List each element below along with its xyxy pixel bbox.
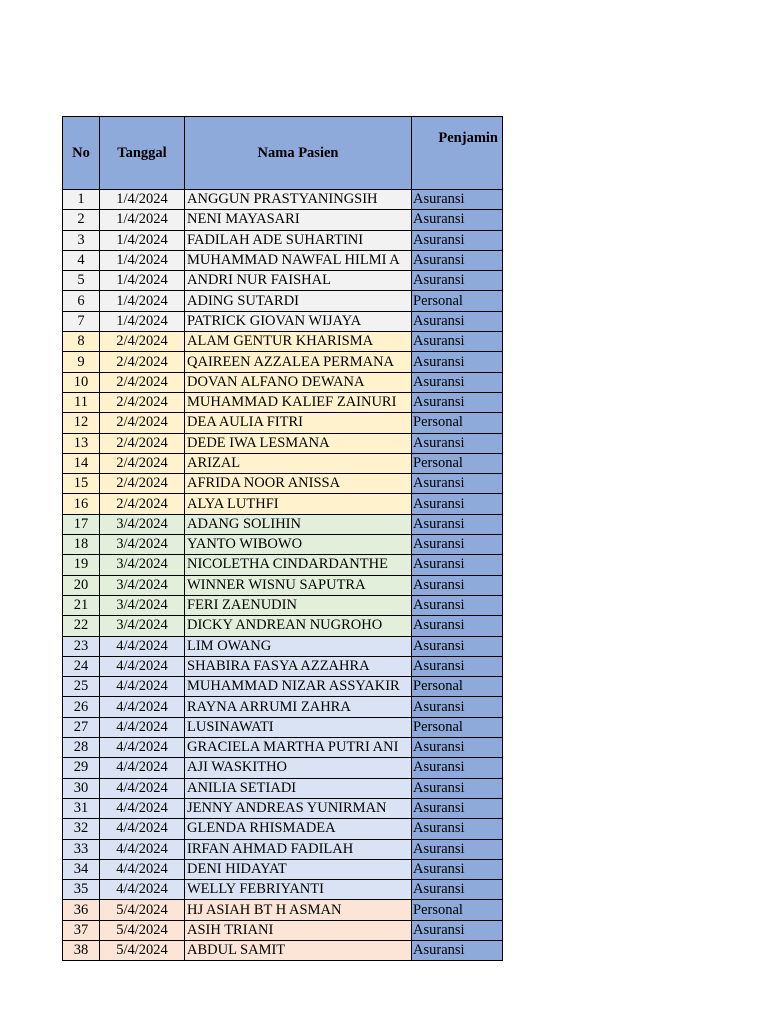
cell-nama-pasien[interactable]: YANTO WIBOWO bbox=[185, 535, 412, 555]
cell-nama-pasien[interactable]: ANILIA SETIADI bbox=[185, 778, 412, 798]
cell-penjamin[interactable]: Asuransi bbox=[412, 940, 503, 960]
cell-nama-pasien[interactable]: RAYNA ARRUMI ZAHRA bbox=[185, 697, 412, 717]
cell-nama-pasien[interactable]: MUHAMMAD KALIEF ZAINURI bbox=[185, 392, 412, 412]
cell-penjamin[interactable]: Asuransi bbox=[412, 697, 503, 717]
table-row bbox=[63, 778, 503, 798]
cell-nama-pasien[interactable]: AJI WASKITHO bbox=[185, 758, 412, 778]
table-row bbox=[63, 413, 503, 433]
cell-no[interactable]: 37 bbox=[63, 920, 100, 940]
cell-no[interactable]: 32 bbox=[63, 819, 100, 839]
cell-nama-pasien[interactable]: ABDUL SAMIT bbox=[185, 940, 412, 960]
patient-table bbox=[62, 116, 503, 961]
cell-no[interactable]: 36 bbox=[63, 900, 100, 920]
cell-no[interactable]: 23 bbox=[63, 636, 100, 656]
table-row bbox=[63, 535, 503, 555]
cell-no[interactable]: 15 bbox=[63, 474, 100, 494]
cell-penjamin[interactable]: Asuransi bbox=[412, 880, 503, 900]
cell-penjamin[interactable]: Personal bbox=[412, 291, 503, 311]
table-body bbox=[63, 190, 503, 961]
cell-no[interactable]: 12 bbox=[63, 413, 100, 433]
cell-nama-pasien[interactable]: FERI ZAENUDIN bbox=[185, 595, 412, 615]
table-row bbox=[63, 717, 503, 737]
cell-no[interactable]: 1 bbox=[63, 190, 100, 210]
cell-no[interactable]: 35 bbox=[63, 880, 100, 900]
cell-tanggal[interactable]: 3/4/2024 bbox=[100, 514, 185, 534]
cell-penjamin[interactable]: Asuransi bbox=[412, 311, 503, 331]
table-row bbox=[63, 332, 503, 352]
cell-tanggal[interactable]: 5/4/2024 bbox=[100, 920, 185, 940]
cell-no[interactable]: 31 bbox=[63, 798, 100, 818]
cell-penjamin[interactable]: Asuransi bbox=[412, 636, 503, 656]
cell-tanggal[interactable]: 1/4/2024 bbox=[100, 230, 185, 250]
cell-nama-pasien[interactable]: ADANG SOLIHIN bbox=[185, 514, 412, 534]
cell-no[interactable]: 18 bbox=[63, 535, 100, 555]
cell-penjamin[interactable]: Asuransi bbox=[412, 555, 503, 575]
cell-no[interactable]: 30 bbox=[63, 778, 100, 798]
cell-nama-pasien[interactable]: ANGGUN PRASTYANINGSIH bbox=[185, 190, 412, 210]
cell-no[interactable]: 16 bbox=[63, 494, 100, 514]
table-row bbox=[63, 677, 503, 697]
cell-penjamin[interactable]: Asuransi bbox=[412, 778, 503, 798]
cell-penjamin[interactable]: Asuransi bbox=[412, 575, 503, 595]
table-row bbox=[63, 940, 503, 960]
cell-tanggal[interactable]: 1/4/2024 bbox=[100, 311, 185, 331]
cell-penjamin[interactable]: Asuransi bbox=[412, 758, 503, 778]
cell-penjamin[interactable]: Asuransi bbox=[412, 920, 503, 940]
cell-nama-pasien[interactable]: LIM OWANG bbox=[185, 636, 412, 656]
cell-no[interactable]: 5 bbox=[63, 271, 100, 291]
table-row bbox=[63, 311, 503, 331]
cell-no[interactable]: 27 bbox=[63, 717, 100, 737]
cell-nama-pasien[interactable]: DEA AULIA FITRI bbox=[185, 413, 412, 433]
cell-no[interactable]: 28 bbox=[63, 738, 100, 758]
cell-nama-pasien[interactable]: WINNER WISNU SAPUTRA bbox=[185, 575, 412, 595]
cell-penjamin[interactable]: Personal bbox=[412, 900, 503, 920]
cell-nama-pasien[interactable]: AFRIDA NOOR ANISSA bbox=[185, 474, 412, 494]
cell-no[interactable]: 25 bbox=[63, 677, 100, 697]
cell-tanggal[interactable]: 2/4/2024 bbox=[100, 453, 185, 473]
table-row bbox=[63, 271, 503, 291]
cell-penjamin[interactable]: Asuransi bbox=[412, 859, 503, 879]
cell-no[interactable]: 21 bbox=[63, 595, 100, 615]
cell-nama-pasien[interactable]: SHABIRA FASYA AZZAHRA bbox=[185, 656, 412, 676]
cell-no[interactable]: 17 bbox=[63, 514, 100, 534]
cell-nama-pasien[interactable]: DOVAN ALFANO DEWANA bbox=[185, 372, 412, 392]
table-row bbox=[63, 920, 503, 940]
cell-penjamin[interactable]: Asuransi bbox=[412, 474, 503, 494]
cell-tanggal[interactable]: 4/4/2024 bbox=[100, 778, 185, 798]
cell-penjamin[interactable]: Asuransi bbox=[412, 332, 503, 352]
cell-no[interactable]: 38 bbox=[63, 940, 100, 960]
cell-penjamin[interactable]: Asuransi bbox=[412, 656, 503, 676]
cell-tanggal[interactable]: 3/4/2024 bbox=[100, 535, 185, 555]
table-row bbox=[63, 291, 503, 311]
cell-penjamin[interactable]: Asuransi bbox=[412, 616, 503, 636]
cell-nama-pasien[interactable]: ARIZAL bbox=[185, 453, 412, 473]
cell-penjamin[interactable]: Asuransi bbox=[412, 372, 503, 392]
cell-tanggal[interactable]: 2/4/2024 bbox=[100, 332, 185, 352]
cell-tanggal[interactable]: 4/4/2024 bbox=[100, 758, 185, 778]
header-penjamin[interactable]: Penjamin bbox=[412, 117, 503, 190]
table-row bbox=[63, 656, 503, 676]
table-row bbox=[63, 352, 503, 372]
cell-tanggal[interactable]: 3/4/2024 bbox=[100, 575, 185, 595]
cell-nama-pasien[interactable]: IRFAN AHMAD FADILAH bbox=[185, 839, 412, 859]
cell-penjamin[interactable]: Asuransi bbox=[412, 514, 503, 534]
cell-tanggal[interactable]: 5/4/2024 bbox=[100, 940, 185, 960]
cell-penjamin[interactable]: Personal bbox=[412, 717, 503, 737]
cell-no[interactable]: 7 bbox=[63, 311, 100, 331]
cell-penjamin[interactable]: Asuransi bbox=[412, 839, 503, 859]
cell-penjamin[interactable]: Asuransi bbox=[412, 595, 503, 615]
cell-nama-pasien[interactable]: LUSINAWATI bbox=[185, 717, 412, 737]
cell-no[interactable]: 13 bbox=[63, 433, 100, 453]
cell-tanggal[interactable]: 2/4/2024 bbox=[100, 372, 185, 392]
cell-no[interactable]: 6 bbox=[63, 291, 100, 311]
cell-tanggal[interactable]: 1/4/2024 bbox=[100, 210, 185, 230]
table-row bbox=[63, 758, 503, 778]
cell-no[interactable]: 2 bbox=[63, 210, 100, 230]
cell-nama-pasien[interactable]: NENI MAYASARI bbox=[185, 210, 412, 230]
table-row bbox=[63, 595, 503, 615]
cell-penjamin[interactable]: Asuransi bbox=[412, 535, 503, 555]
cell-nama-pasien[interactable]: ANDRI NUR FAISHAL bbox=[185, 271, 412, 291]
cell-penjamin[interactable]: Asuransi bbox=[412, 352, 503, 372]
cell-nama-pasien[interactable]: ADING SUTARDI bbox=[185, 291, 412, 311]
cell-no[interactable]: 26 bbox=[63, 697, 100, 717]
cell-nama-pasien[interactable]: WELLY FEBRIYANTI bbox=[185, 880, 412, 900]
table-row bbox=[63, 474, 503, 494]
cell-tanggal[interactable]: 2/4/2024 bbox=[100, 413, 185, 433]
cell-tanggal[interactable]: 5/4/2024 bbox=[100, 900, 185, 920]
cell-nama-pasien[interactable]: NICOLETHA CINDARDANTHE bbox=[185, 555, 412, 575]
table-row bbox=[63, 453, 503, 473]
table-row bbox=[63, 230, 503, 250]
cell-nama-pasien[interactable]: DEDE IWA LESMANA bbox=[185, 433, 412, 453]
cell-penjamin[interactable]: Personal bbox=[412, 453, 503, 473]
cell-tanggal[interactable]: 3/4/2024 bbox=[100, 555, 185, 575]
cell-no[interactable]: 8 bbox=[63, 332, 100, 352]
cell-penjamin[interactable]: Asuransi bbox=[412, 819, 503, 839]
table-row bbox=[63, 839, 503, 859]
table-row bbox=[63, 210, 503, 230]
cell-tanggal[interactable]: 2/4/2024 bbox=[100, 494, 185, 514]
cell-nama-pasien[interactable]: ALYA LUTHFI bbox=[185, 494, 412, 514]
cell-penjamin[interactable]: Asuransi bbox=[412, 210, 503, 230]
table-row bbox=[63, 616, 503, 636]
table-row bbox=[63, 798, 503, 818]
table-row bbox=[63, 880, 503, 900]
cell-tanggal[interactable]: 4/4/2024 bbox=[100, 717, 185, 737]
cell-tanggal[interactable]: 4/4/2024 bbox=[100, 677, 185, 697]
cell-tanggal[interactable]: 1/4/2024 bbox=[100, 250, 185, 270]
table-row bbox=[63, 250, 503, 270]
cell-tanggal[interactable]: 2/4/2024 bbox=[100, 474, 185, 494]
cell-no[interactable]: 24 bbox=[63, 656, 100, 676]
table-row bbox=[63, 555, 503, 575]
cell-tanggal[interactable]: 2/4/2024 bbox=[100, 392, 185, 412]
cell-nama-pasien[interactable]: DENI HIDAYAT bbox=[185, 859, 412, 879]
table-row bbox=[63, 575, 503, 595]
cell-tanggal[interactable]: 1/4/2024 bbox=[100, 190, 185, 210]
cell-tanggal[interactable]: 4/4/2024 bbox=[100, 819, 185, 839]
cell-nama-pasien[interactable]: ASIH TRIANI bbox=[185, 920, 412, 940]
cell-nama-pasien[interactable]: DICKY ANDREAN NUGROHO bbox=[185, 616, 412, 636]
cell-nama-pasien[interactable]: JENNY ANDREAS YUNIRMAN bbox=[185, 798, 412, 818]
table-row bbox=[63, 697, 503, 717]
cell-no[interactable]: 22 bbox=[63, 616, 100, 636]
cell-no[interactable]: 3 bbox=[63, 230, 100, 250]
cell-penjamin[interactable]: Asuransi bbox=[412, 230, 503, 250]
table-row bbox=[63, 738, 503, 758]
cell-nama-pasien[interactable]: MUHAMMAD NIZAR ASSYAKIR bbox=[185, 677, 412, 697]
cell-nama-pasien[interactable]: ALAM GENTUR KHARISMA bbox=[185, 332, 412, 352]
cell-nama-pasien[interactable]: MUHAMMAD NAWFAL HILMI A bbox=[185, 250, 412, 270]
cell-penjamin[interactable]: Asuransi bbox=[412, 250, 503, 270]
table-row bbox=[63, 859, 503, 879]
header-no[interactable]: No bbox=[63, 117, 100, 190]
cell-tanggal[interactable]: 1/4/2024 bbox=[100, 291, 185, 311]
table-row bbox=[63, 372, 503, 392]
cell-no[interactable]: 14 bbox=[63, 453, 100, 473]
table-row bbox=[63, 433, 503, 453]
cell-tanggal[interactable]: 4/4/2024 bbox=[100, 859, 185, 879]
cell-tanggal[interactable]: 4/4/2024 bbox=[100, 636, 185, 656]
cell-nama-pasien[interactable]: QAIREEN AZZALEA PERMANA bbox=[185, 352, 412, 372]
cell-tanggal[interactable]: 1/4/2024 bbox=[100, 271, 185, 291]
table-row bbox=[63, 494, 503, 514]
cell-tanggal[interactable]: 4/4/2024 bbox=[100, 839, 185, 859]
cell-tanggal[interactable]: 4/4/2024 bbox=[100, 697, 185, 717]
table-row bbox=[63, 514, 503, 534]
cell-no[interactable]: 29 bbox=[63, 758, 100, 778]
cell-no[interactable]: 4 bbox=[63, 250, 100, 270]
table-row bbox=[63, 819, 503, 839]
header-tanggal[interactable]: Tanggal bbox=[100, 117, 185, 190]
cell-nama-pasien[interactable]: PATRICK GIOVAN WIJAYA bbox=[185, 311, 412, 331]
cell-nama-pasien[interactable]: FADILAH ADE SUHARTINI bbox=[185, 230, 412, 250]
cell-tanggal[interactable]: 2/4/2024 bbox=[100, 433, 185, 453]
cell-no[interactable]: 33 bbox=[63, 839, 100, 859]
cell-no[interactable]: 19 bbox=[63, 555, 100, 575]
cell-tanggal[interactable]: 3/4/2024 bbox=[100, 595, 185, 615]
cell-tanggal[interactable]: 4/4/2024 bbox=[100, 656, 185, 676]
cell-penjamin[interactable]: Asuransi bbox=[412, 392, 503, 412]
cell-no[interactable]: 20 bbox=[63, 575, 100, 595]
table-row bbox=[63, 900, 503, 920]
cell-penjamin[interactable]: Asuransi bbox=[412, 494, 503, 514]
cell-no[interactable]: 34 bbox=[63, 859, 100, 879]
cell-penjamin[interactable]: Asuransi bbox=[412, 798, 503, 818]
cell-tanggal[interactable]: 3/4/2024 bbox=[100, 616, 185, 636]
table-row bbox=[63, 636, 503, 656]
cell-penjamin[interactable]: Asuransi bbox=[412, 738, 503, 758]
cell-tanggal[interactable]: 4/4/2024 bbox=[100, 798, 185, 818]
cell-tanggal[interactable]: 4/4/2024 bbox=[100, 880, 185, 900]
cell-tanggal[interactable]: 2/4/2024 bbox=[100, 352, 185, 372]
cell-penjamin[interactable]: Personal bbox=[412, 677, 503, 697]
cell-no[interactable]: 11 bbox=[63, 392, 100, 412]
table-row bbox=[63, 190, 503, 210]
cell-nama-pasien[interactable]: GRACIELA MARTHA PUTRI ANI bbox=[185, 738, 412, 758]
cell-penjamin[interactable]: Personal bbox=[412, 413, 503, 433]
cell-no[interactable]: 10 bbox=[63, 372, 100, 392]
table-row bbox=[63, 392, 503, 412]
cell-tanggal[interactable]: 4/4/2024 bbox=[100, 738, 185, 758]
header-nama-pasien[interactable]: Nama Pasien bbox=[185, 117, 412, 190]
cell-penjamin[interactable]: Asuransi bbox=[412, 190, 503, 210]
cell-penjamin[interactable]: Asuransi bbox=[412, 271, 503, 291]
cell-nama-pasien[interactable]: GLENDA RHISMADEA bbox=[185, 819, 412, 839]
header-row bbox=[63, 117, 503, 190]
cell-no[interactable]: 9 bbox=[63, 352, 100, 372]
cell-penjamin[interactable]: Asuransi bbox=[412, 433, 503, 453]
cell-nama-pasien[interactable]: HJ ASIAH BT H ASMAN bbox=[185, 900, 412, 920]
